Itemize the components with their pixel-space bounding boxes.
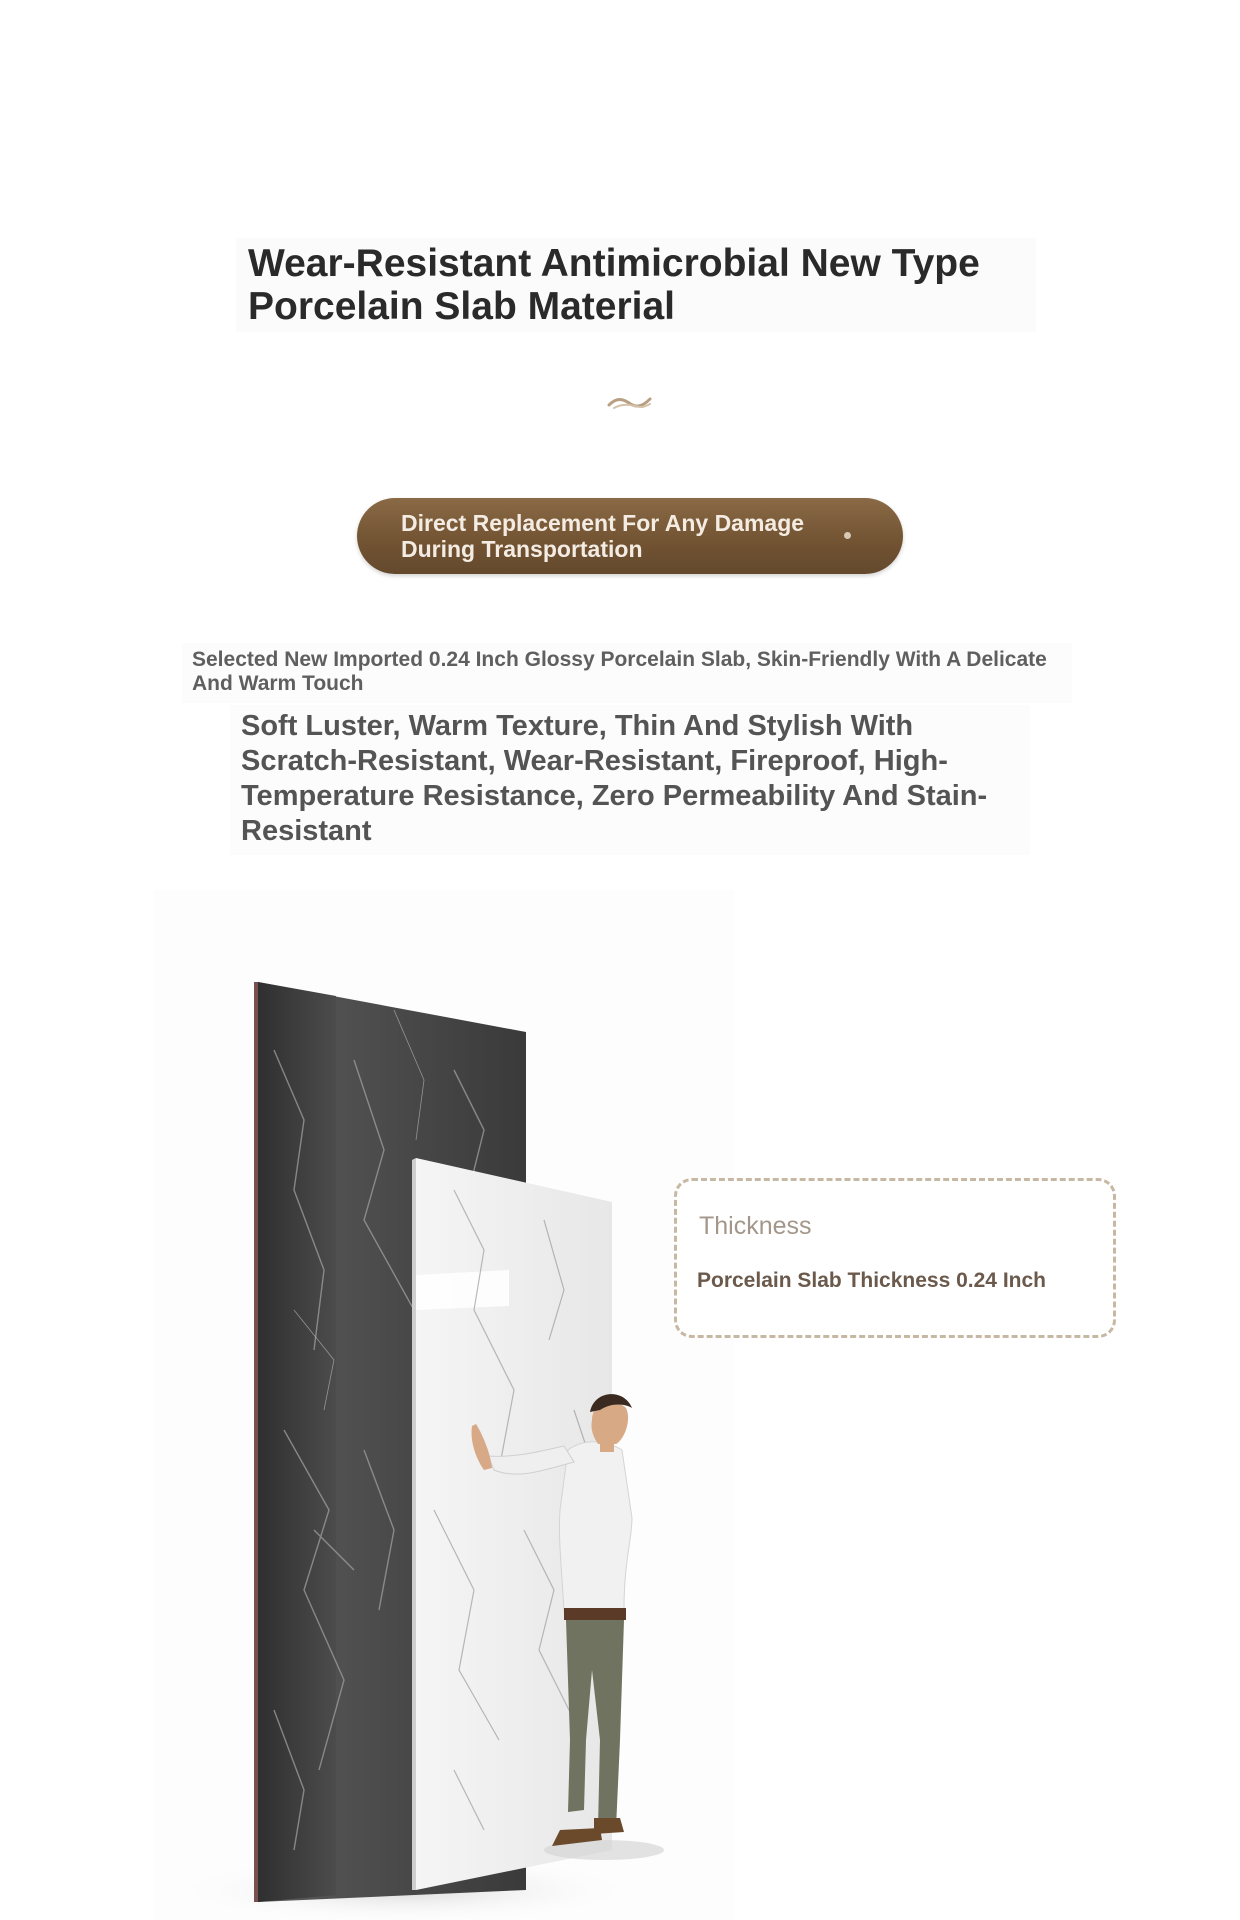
badge-text: Direct Replacement For Any Damage During Transportation [401, 510, 805, 562]
title-block [236, 238, 1036, 332]
badge-dot [844, 532, 851, 539]
transport-guarantee-badge [357, 498, 903, 574]
subtitle-block [182, 643, 1072, 703]
thickness-label: Thickness [699, 1212, 812, 1240]
wave-ornament-icon [606, 392, 654, 412]
page-title: Wear-Resistant Antimicrobial New Type Porcelain Slab Material [248, 242, 980, 328]
thickness-value: Porcelain Slab Thickness 0.24 Inch [697, 1269, 1046, 1292]
product-subtitle: Selected New Imported 0.24 Inch Glossy Porcelain Slab, Skin-Friendly With A Delicate And Warm Touch [192, 648, 1047, 695]
porcelain-slab-illustration [154, 890, 734, 1920]
thickness-spec-card [674, 1178, 1116, 1338]
features-block [230, 705, 1030, 855]
feature-description: Soft Luster, Warm Texture, Thin And Stylish With Scratch-Resistant, Wear-Resistant, Fireproof, High-Temperature Resistance, Zero Permeability And Stain-Resistant [241, 710, 988, 847]
